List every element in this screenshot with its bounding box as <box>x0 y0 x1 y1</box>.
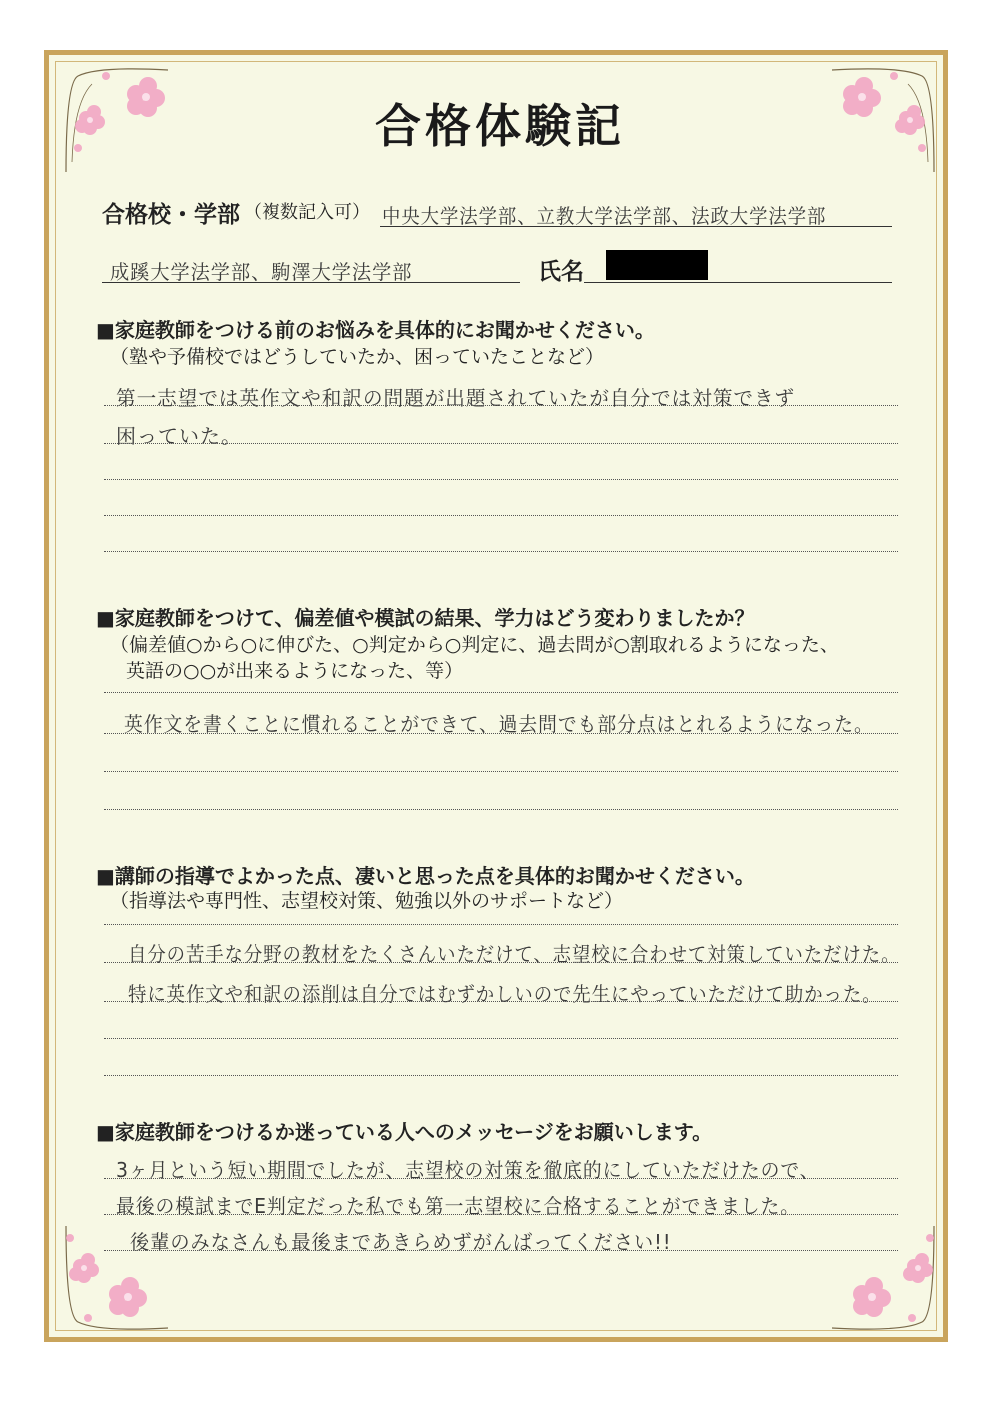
school-underline-1 <box>380 226 892 227</box>
section-2-note-2: 英語の○○が出来るようになった、等） <box>126 660 464 682</box>
section-1-heading: ■家庭教師をつける前のお悩みを具体的にお聞かせください。 <box>96 318 655 342</box>
redacted-name <box>606 250 708 280</box>
cherry-blossom-icon <box>822 1216 942 1336</box>
school-note: （複数記入可） <box>244 202 370 223</box>
answer-line <box>104 405 898 406</box>
answer-line <box>104 1214 898 1215</box>
answer-line <box>104 1178 898 1179</box>
name-label: 氏名 <box>538 259 584 285</box>
section-4-heading: ■家庭教師をつけるか迷っている人へのメッセージをお願いします。 <box>96 1120 713 1144</box>
answer-line <box>104 1075 898 1076</box>
answer-line <box>104 551 898 552</box>
name-underline <box>584 282 892 283</box>
answer-line <box>104 733 898 734</box>
section-3-heading: ■講師の指導でよかった点、凄いと思った点を具体的お聞かせください。 <box>96 864 755 888</box>
section-1-answer-2: 困っていた。 <box>116 424 242 448</box>
page-title: 合格体験記 <box>375 99 625 153</box>
section-3-note: （指導法や専門性、志望校対策、勉強以外のサポートなど） <box>110 890 624 912</box>
answer-line <box>104 443 898 444</box>
answer-line <box>104 692 898 693</box>
answer-line <box>104 771 898 772</box>
section-2-note-1: （偏差値○から○に伸びた、○判定から○判定に、過去問が○割取れるようになった、 <box>110 634 839 656</box>
section-1-note: （塾や予備校ではどうしていたか、困っていたことなど） <box>110 346 605 368</box>
answer-line <box>104 1250 898 1251</box>
school-line-1: 中央大学法学部、立教大学法学部、法政大学法学部 <box>382 204 827 228</box>
answer-line <box>104 924 898 925</box>
school-underline-2 <box>102 282 520 283</box>
answer-line <box>104 515 898 516</box>
section-2-heading: ■家庭教師をつけて、偏差値や模試の結果、学力はどう変わりましたか？ <box>96 606 755 630</box>
section-1-answer-1: 第一志望では英作文や和訳の問題が出題されていたが自分では対策できず <box>116 386 796 410</box>
section-4-answer-3: 後輩のみなさんも最後まであきらめずがんばってください!! <box>130 1230 672 1254</box>
answer-line <box>104 962 898 963</box>
answer-line <box>104 1038 898 1039</box>
section-2-answer-1: 英作文を書くことに慣れることができて、過去問でも部分点はとれるようになった。 <box>124 712 874 736</box>
section-4-answer-1: 3ヶ月という短い期間でしたが、志望校の対策を徹底的にしていただけたので、 <box>116 1158 820 1182</box>
answer-line <box>104 479 898 480</box>
section-3-answer-2: 特に英作文や和訳の添削は自分ではむずかしいので先生にやっていただけて助かった。 <box>128 982 882 1006</box>
school-line-2: 成蹊大学法学部、駒澤大学法学部 <box>110 260 413 284</box>
school-label: 合格校・学部 <box>102 202 240 228</box>
section-3-answer-1: 自分の苦手な分野の教材をたくさんいただけて、志望校に合わせて対策していただけた。 <box>128 942 901 966</box>
answer-line <box>104 1001 898 1002</box>
section-4-answer-2: 最後の模試までE判定だった私でも第一志望校に合格することができました。 <box>116 1194 800 1218</box>
answer-line <box>104 809 898 810</box>
certificate-frame <box>44 50 948 1342</box>
